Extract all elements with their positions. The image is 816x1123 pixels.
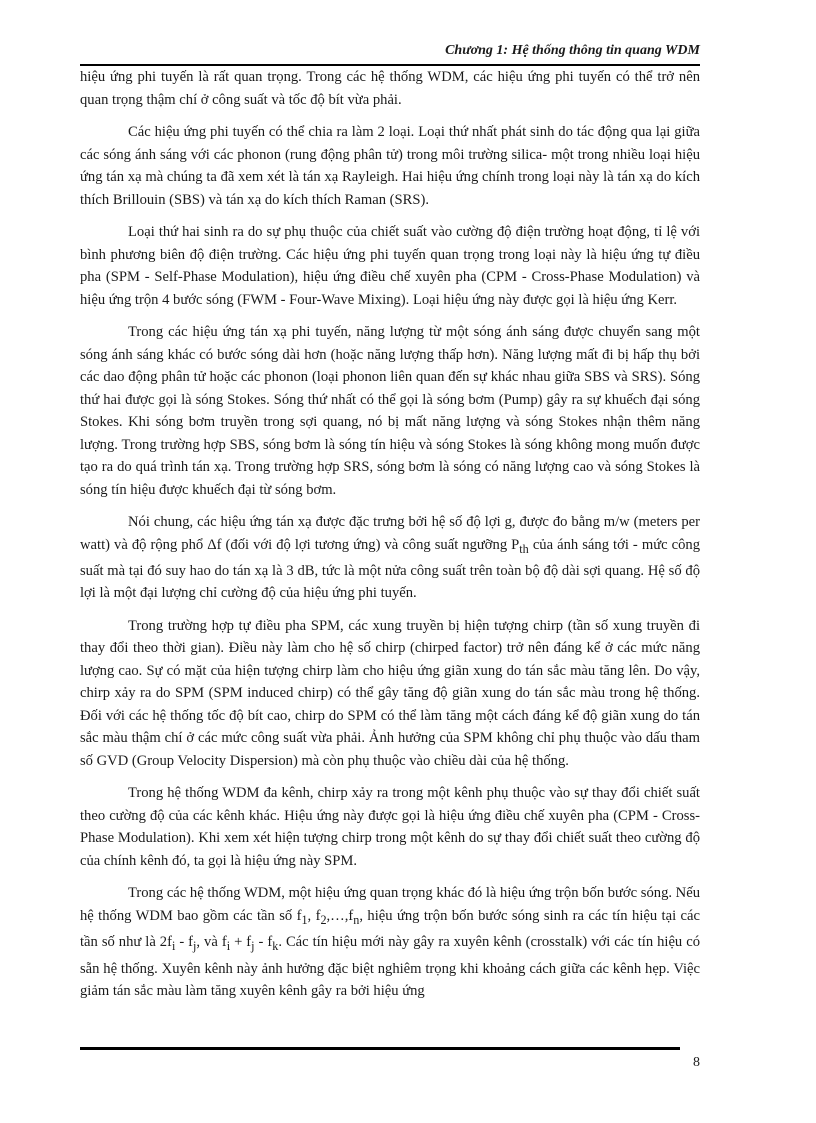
paragraph-5-part-b: của ánh sáng tới - mức công suất mà tại đó suy hao do tán xạ là 3 dB, tức là một nửa công suất trên toàn bộ độ dài sợi quang. Hệ số độ lợi là một đại lượng chỉ cường độ của hiệu ứng phi tuyến. <box>80 536 700 602</box>
subscript-k: k <box>272 939 279 954</box>
paragraph-7: Trong hệ thống WDM đa kênh, chirp xảy ra trong một kênh phụ thuộc vào sự thay đổi chiết suất theo cường độ của các kênh khác. Hiệu ứng này được gọi là hiệu ứng điều chế xuyên pha (CPM - Cross-Phase Modulation). Khi xem xét hiện tượng chirp trong một kênh do sự thay đổi chiết suất theo cường độ của chính kênh đó, ta gọi là hiệu ứng này SPM. <box>80 785 700 869</box>
paragraph-1: hiệu ứng phi tuyến là rất quan trọng. Trong các hệ thống WDM, các hiệu ứng phi tuyến có thể trở nên quan trọng thậm chí ở công suất và tốc độ bít vừa phải. <box>80 69 700 108</box>
paragraph-8-seg-7: + f <box>230 934 252 951</box>
subscript-j-2: j <box>251 939 255 954</box>
paragraph-2: Các hiệu ứng phi tuyến có thể chia ra làm 2 loại. Loại thứ nhất phát sinh do tác động qua lại giữa các sóng ánh sáng với các phonon (rung động phân tử) trong môi trường silica- một trong nhiều loại hiệu ứng tán xạ mà chúng ta đã xem xét là tán xạ Rayleigh. Hai hiệu ứng chính trong loại này là tán xạ do kích thích Brillouin (SBS) và tán xạ do kích thích Raman (SRS). <box>80 124 700 208</box>
paragraph-8-seg-5: - f <box>175 934 194 951</box>
page-number: 8 <box>693 1055 700 1070</box>
subscript-n: n <box>353 912 360 927</box>
footer-rule <box>80 1047 680 1050</box>
paragraph-6: Trong trường hợp tự điều pha SPM, các xung truyền bị hiện tượng chirp (tần số xung truyền đi thay đổi theo thời gian). Điều này làm cho hệ số chirp (chirped factor) trở nên đáng kể ở các mức năng lượng cao. Sự có mặt của hiện tượng chirp làm cho hiệu ứng giãn xung do tán sắc màu tăng lên. Do vậy, chirp xảy ra do SPM (SPM induced chirp) có thể gây tăng độ giãn xung do tán sắc màu trong hệ thống. Đối với các hệ thống tốc độ bít cao, chirp do SPM có thể làm tăng một cách đáng kể độ giãn xung do tán sắc màu thậm chí ở các mức công suất vừa phải. Ảnh hưởng của SPM không chỉ phụ thuộc vào dấu tham số GVD (Group Velocity Dispersion) mà còn phụ thuộc vào chiều dài của hệ thống. <box>80 617 700 769</box>
paragraph-5 <box>80 511 700 605</box>
subscript-th: th <box>519 541 529 556</box>
paragraph-8 <box>80 882 700 1002</box>
paragraph-4: Trong các hiệu ứng tán xạ phi tuyến, năng lượng từ một sóng ánh sáng được chuyển sang một sóng ánh sáng khác có bước sóng dài hơn (hoặc năng lượng thấp hơn). Năng lượng mất đi bị hấp thụ bởi các dao động phân tử hoặc các phonon (loại phonon liên quan đến sự khác nhau giữa SBS và SRS). Sóng thứ hai được gọi là sóng Stokes. Sóng thứ nhất có thể gọi là sóng bơm (Pump) gây ra sự khuếch đại sóng Stokes. Khi sóng bơm truyền trong sợi quang, nó bị mất năng lượng và sóng Stokes nhận thêm năng lượng. Trong trường hợp SBS, sóng bơm là sóng tín hiệu và sóng Stokes là sóng không mong muốn được tạo ra do quá trình tán xạ. Trong trường hợp SRS, sóng bơm là sóng có năng lượng cao và sóng Stokes là sóng tín hiệu được khuếch đại từ sóng bơm. <box>80 324 700 498</box>
subscript-2: 2 <box>320 912 327 927</box>
subscript-i: i <box>171 939 176 954</box>
body-text <box>80 66 700 1013</box>
paragraph-3: Loại thứ hai sinh ra do sự phụ thuộc của chiết suất vào cường độ điện trường hoạt động, tỉ lệ với bình phương biên độ điện trường. Các hiệu ứng phi tuyến quan trọng trong loại này là hiệu ứng tự điều pha (SPM - Self-Phase Modulation), hiệu ứng điều chế xuyên pha (CPM - Cross-Phase Modulation) và hiệu ứng trộn 4 bước sóng (FWM - Four-Wave Mixing). Loại hiệu ứng này được gọi là hiệu ứng Kerr. <box>80 224 700 308</box>
chapter-header: Chương 1: Hệ thống thông tin quang WDM <box>445 43 700 58</box>
paragraph-8-seg-8: - f <box>254 934 273 951</box>
paragraph-8-seg-2: , f <box>307 907 321 924</box>
paragraph-8-seg-9: . Các tín hiệu mới này gây ra xuyên kênh (crosstalk) với các tín hiệu có sẵn hệ thống. Xuyên kênh này ảnh hưởng đặc biệt nghiêm trọng khi khoảng cách giữa các kênh hẹp. Việc giảm tán sắc màu làm tăng xuyên kênh gây ra bởi hiệu ứng <box>80 934 700 1000</box>
paragraph-8-seg-6: , và f <box>196 934 227 951</box>
paragraph-5-part-a: Nói chung, các hiệu ứng tán xạ được đặc trưng bởi hệ số độ lợi g, được đo bằng m/w (meters per watt) và độ rộng phổ Δf (đối với độ lợi tương ứng) và công suất ngưỡng P <box>80 514 700 553</box>
subscript-i-2: i <box>226 939 231 954</box>
paragraph-8-seg-3: ,…,f <box>326 907 354 924</box>
paragraph-8-seg-1: Trong các hệ thống WDM, một hiệu ứng quan trọng khác đó là hiệu ứng trộn bốn bước sóng. Nếu hệ thống WDM bao gồm các tần số f <box>80 885 700 924</box>
subscript-j: j <box>193 939 197 954</box>
paragraph-8-seg-4: , hiệu ứng trộn bốn bước sóng sinh ra các tín hiệu tại các tần số như là 2f <box>80 907 700 951</box>
subscript-1: 1 <box>301 912 308 927</box>
